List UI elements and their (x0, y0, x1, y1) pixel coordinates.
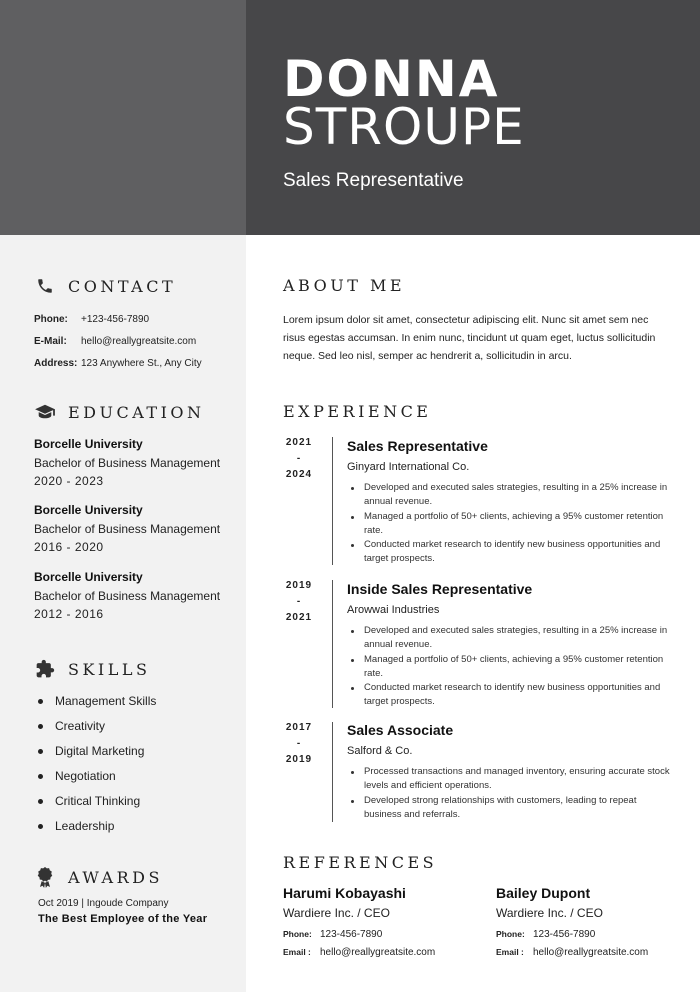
experience-bullet: Processed transactions and managed inventory, ensuring accurate stock levels and efficient operations. (351, 765, 671, 794)
education-heading (34, 402, 205, 422)
graduation-cap-icon (34, 402, 56, 422)
experience-bullet: Developed strong relationships with customers, leading to repeat business and referrals. (351, 794, 671, 823)
contact-row-phone (34, 314, 149, 325)
reference-name: Harumi Kobayashi (283, 885, 406, 901)
reference-phone: 123-456-7890 (320, 929, 383, 940)
experience-years (283, 720, 315, 768)
skill-label: Management Skills (55, 694, 157, 708)
experience-role: Sales Representative (347, 438, 488, 454)
contact-row-address (34, 358, 202, 369)
reference-email-row (283, 947, 435, 958)
skill-item (38, 819, 156, 844)
contact-title: CONTACT (68, 276, 177, 296)
education-years: 2012 - 2016 (34, 607, 104, 621)
experience-start: 2017 (285, 722, 313, 733)
header-left-panel (0, 0, 246, 235)
awards-heading (34, 867, 163, 887)
experience-end: 2024 (285, 469, 313, 480)
reference-phone: 123-456-7890 (533, 929, 596, 940)
skill-item (38, 719, 156, 744)
contact-row-email (34, 336, 196, 347)
reference-phone-label: Phone: (283, 929, 312, 939)
experience-role: Inside Sales Representative (347, 581, 533, 597)
first-name: DONNA (283, 50, 500, 108)
education-years: 2020 - 2023 (34, 474, 104, 488)
reference-email: hello@reallygreatsite.com (533, 947, 649, 958)
skill-item (38, 744, 156, 769)
bullet-dot (38, 749, 43, 754)
experience-bullets (351, 765, 671, 822)
job-title: Sales Representative (283, 170, 464, 191)
experience-bullet: Developed and executed sales strategies, resulting in a 25% increase in annual revenue. (351, 481, 671, 510)
education-school: Borcelle University (34, 570, 143, 584)
experience-bullet: Conducted market research to identify new business opportunities and target prospects. (351, 681, 671, 710)
contact-value: hello@reallygreatsite.com (81, 336, 197, 347)
education-item (34, 503, 220, 554)
experience-bullet: Conducted market research to identify new business opportunities and target prospects. (351, 538, 671, 567)
experience-company: Arowwai Industries (347, 604, 440, 616)
reference-email-row (496, 947, 648, 958)
reference-phone-row (283, 929, 382, 940)
reference-phone-label: Phone: (496, 929, 525, 939)
skill-item (38, 694, 156, 719)
reference-name: Bailey Dupont (496, 885, 591, 901)
skills-heading (34, 659, 150, 679)
skill-item (38, 794, 156, 819)
education-item (34, 437, 220, 488)
education-title: EDUCATION (68, 402, 205, 422)
timeline-line (332, 580, 333, 708)
references-heading (283, 853, 437, 872)
contact-label: Address: (34, 358, 78, 369)
bullet-dot (38, 824, 43, 829)
about-text: Lorem ipsum dolor sit amet, consectetur adipiscing elit. Nunc sit amet sem nec risus egestas accumsan. In enim nunc, tincidunt ut quam eget, luctus sollicitudin neque. Sed leo nisl, semper ac hendrerit a, sollicitudin in arcu. (283, 314, 656, 362)
award-date: Oct 2019 | Ingoude Company (38, 898, 169, 909)
reference-title: Wardiere Inc. / CEO (283, 906, 390, 920)
about-heading (283, 276, 405, 295)
education-school: Borcelle University (34, 437, 143, 451)
awards-title: AWARDS (68, 867, 163, 887)
skills-title: SKILLS (68, 659, 151, 679)
reference-phone-row (496, 929, 595, 940)
experience-years (283, 435, 315, 483)
contact-value: +123-456-7890 (81, 314, 150, 325)
experience-end: 2019 (285, 754, 313, 765)
experience-bullet: Managed a portfolio of 50+ clients, achieving a 95% customer retention rate. (351, 510, 671, 539)
experience-sep: - (296, 596, 302, 607)
skills-list (38, 694, 156, 844)
timeline-line (332, 437, 333, 565)
education-degree: Bachelor of Business Management (34, 456, 221, 470)
about-title: ABOUT ME (283, 276, 406, 295)
bullet-dot (38, 799, 43, 804)
bullet-dot (38, 774, 43, 779)
reference-title: Wardiere Inc. / CEO (496, 906, 603, 920)
experience-bullet: Managed a portfolio of 50+ clients, achieving a 95% customer retention rate. (351, 653, 671, 682)
experience-company: Salford & Co. (347, 745, 413, 757)
experience-start: 2019 (285, 580, 313, 591)
references-title: REFERENCES (283, 853, 438, 872)
phone-icon (34, 276, 56, 296)
contact-value: 123 Anywhere St., Any City (81, 358, 202, 369)
skill-label: Leadership (55, 819, 115, 833)
experience-title: EXPERIENCE (283, 402, 432, 421)
experience-bullets (351, 624, 671, 710)
experience-role: Sales Associate (347, 722, 454, 738)
award-ribbon-icon (34, 867, 56, 887)
contact-heading (34, 276, 176, 296)
education-years: 2016 - 2020 (34, 540, 104, 554)
experience-start: 2021 (285, 437, 313, 448)
skill-label: Creativity (55, 719, 106, 733)
education-school: Borcelle University (34, 503, 143, 517)
bullet-dot (38, 699, 43, 704)
last-name: STROUPE (283, 98, 525, 156)
reference-email-label: Email : (283, 947, 311, 957)
experience-bullets (351, 481, 671, 567)
experience-sep: - (296, 738, 302, 749)
experience-bullet: Developed and executed sales strategies, resulting in a 25% increase in annual revenue. (351, 624, 671, 653)
skill-item (38, 769, 156, 794)
experience-years (283, 578, 315, 626)
reference-email: hello@reallygreatsite.com (320, 947, 436, 958)
skill-label: Negotiation (55, 769, 116, 783)
skill-label: Digital Marketing (55, 744, 145, 758)
education-degree: Bachelor of Business Management (34, 522, 221, 536)
bullet-dot (38, 724, 43, 729)
education-item (34, 570, 220, 621)
timeline-line (332, 722, 333, 822)
puzzle-icon (34, 659, 56, 679)
experience-end: 2021 (285, 612, 313, 623)
experience-sep: - (296, 453, 302, 464)
skill-label: Critical Thinking (55, 794, 141, 808)
contact-label: E-Mail: (34, 336, 67, 347)
contact-label: Phone: (34, 314, 68, 325)
experience-company: Ginyard International Co. (347, 461, 470, 473)
reference-email-label: Email : (496, 947, 524, 957)
education-degree: Bachelor of Business Management (34, 589, 221, 603)
experience-heading (283, 402, 431, 421)
award-name: The Best Employee of the Year (38, 913, 208, 925)
